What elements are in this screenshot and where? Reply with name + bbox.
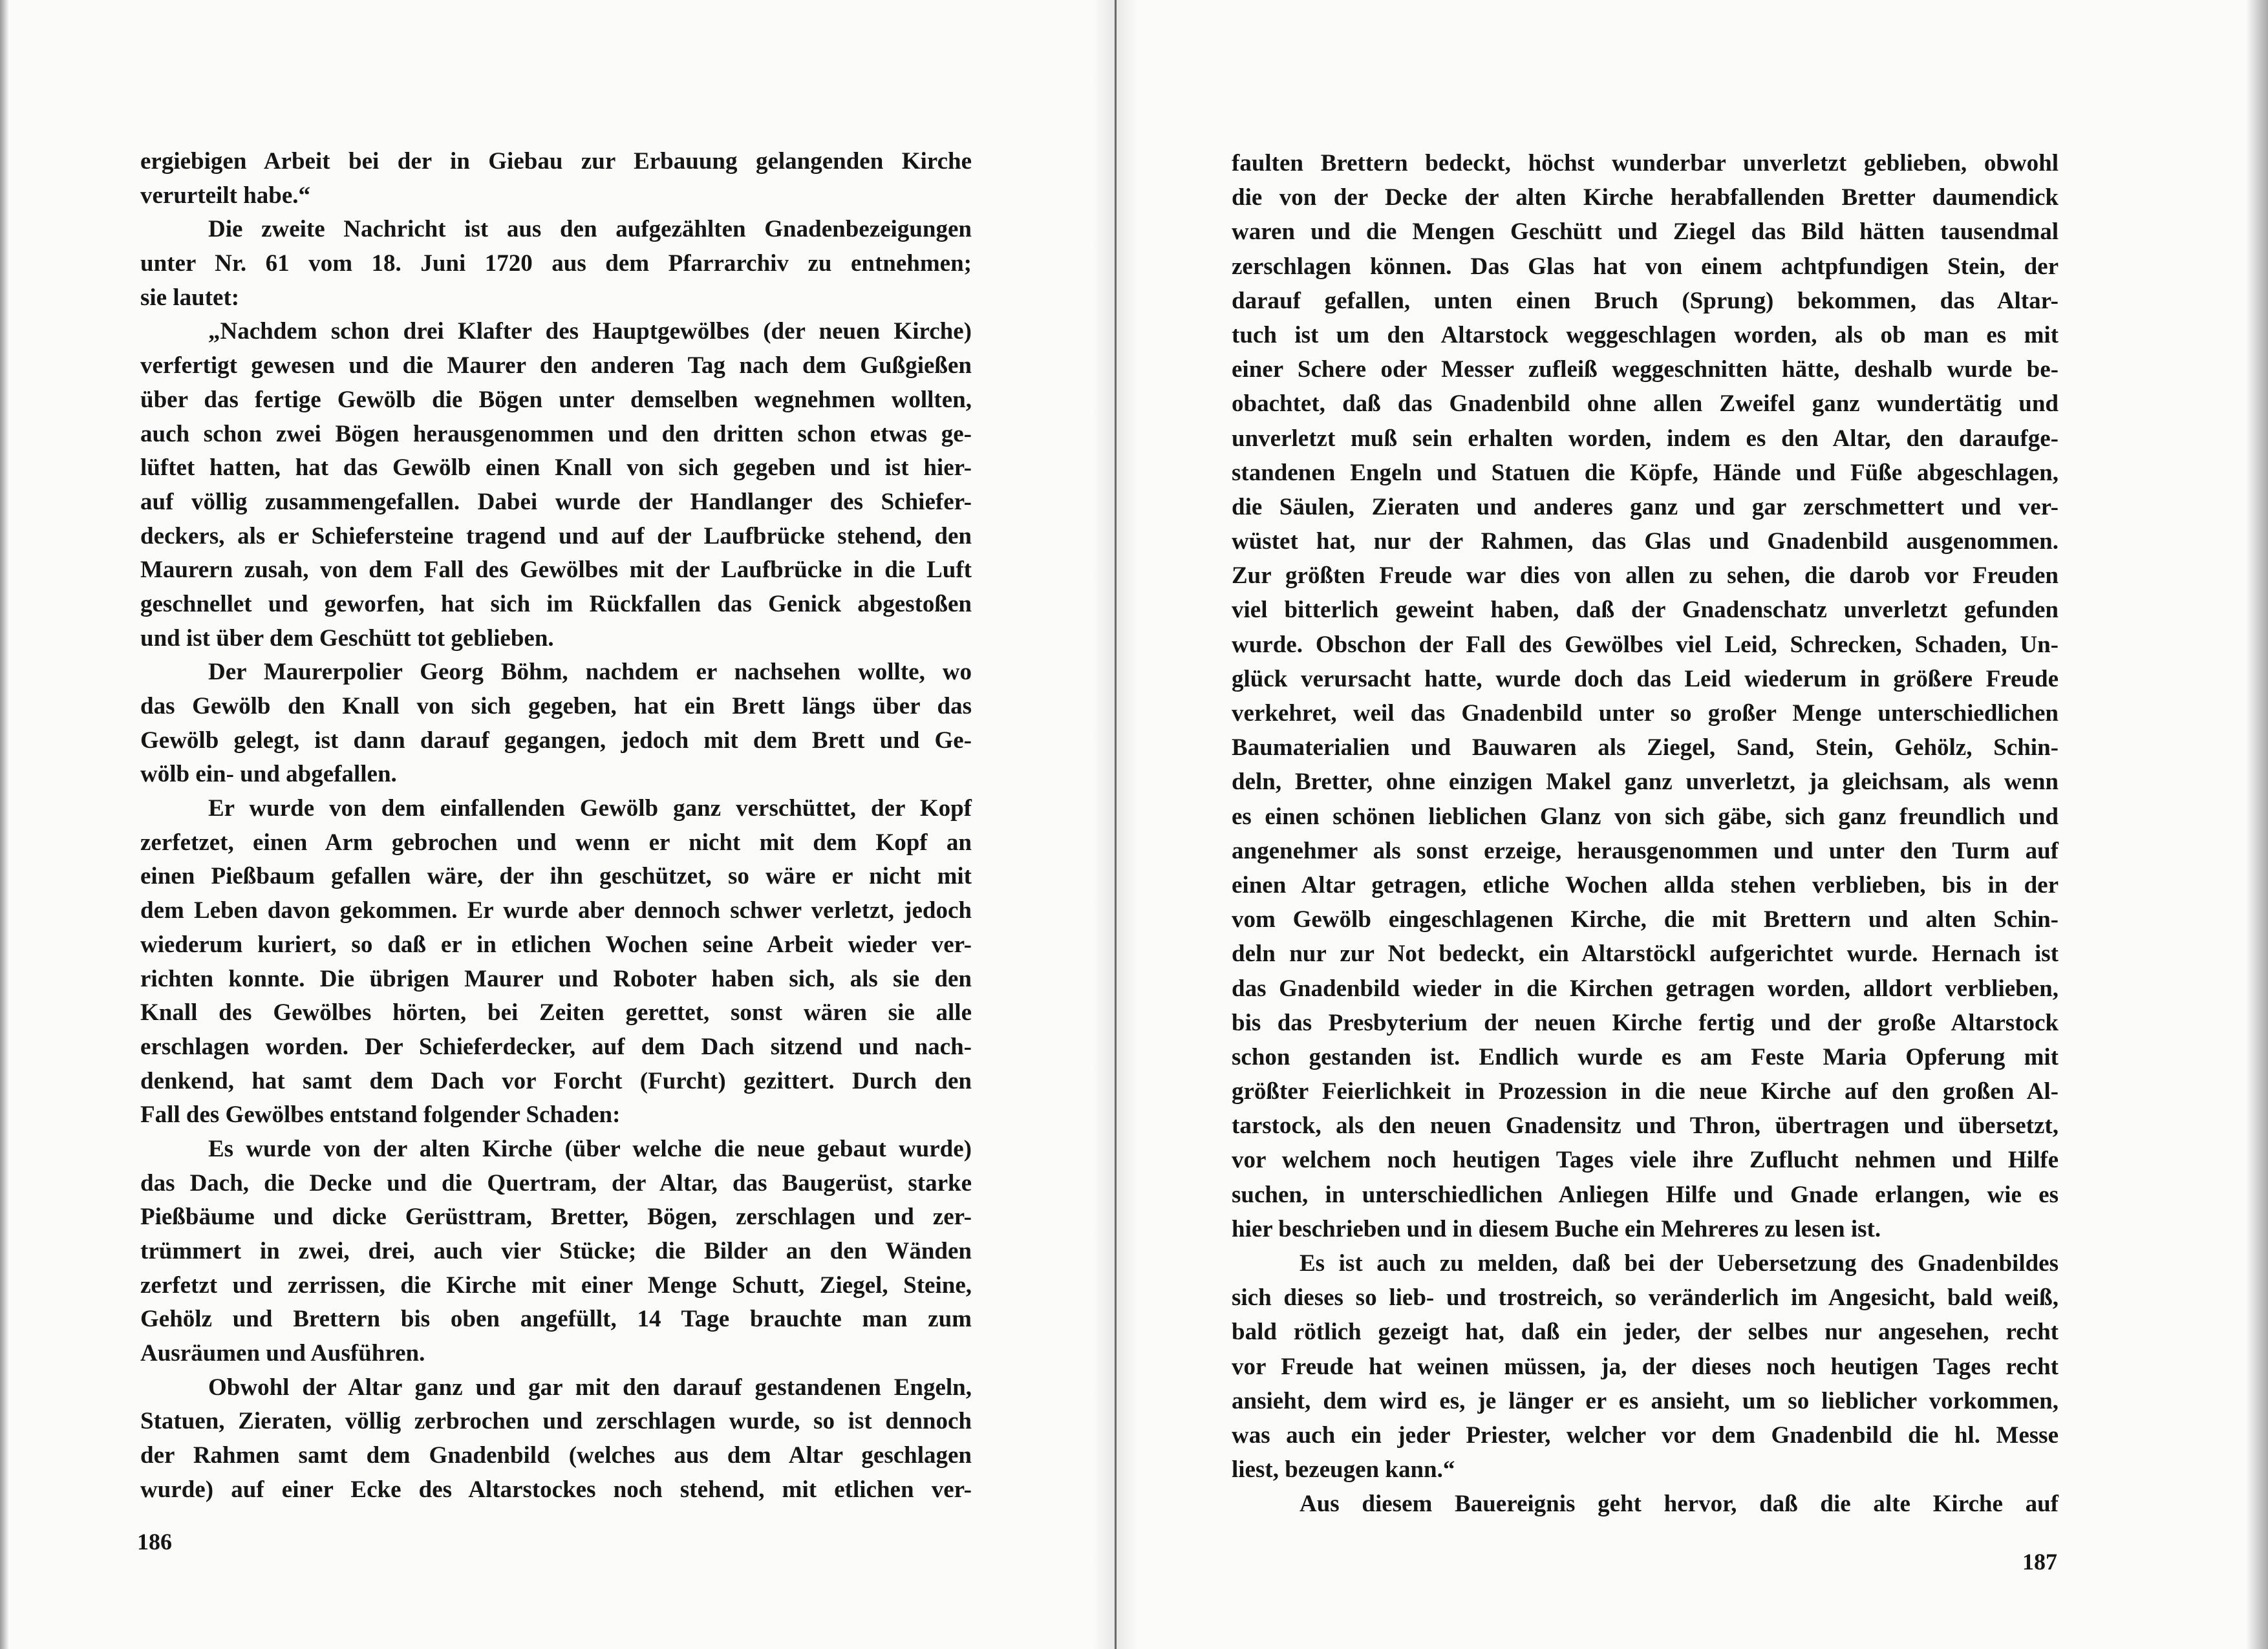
text-line: vor welchem noch heutigen Tages viele ihre Zuflucht nehmen und Hilfe: [1232, 1147, 2059, 1174]
text-line: zerfetzt und zerrissen, die Kirche mit einer Menge Schutt, Ziegel, Steine,: [140, 1271, 972, 1299]
text-line: standenen Engeln und Statuen die Köpfe, Hände und Füße abgeschlagen,: [1232, 459, 2059, 486]
text-line: dem Leben davon gekommen. Er wurde aber dennoch schwer verletzt, jedoch: [140, 897, 972, 924]
text-line: tarstock, als den neuen Gnadensitz und Thron, übertragen und übersetzt,: [1232, 1112, 2059, 1140]
text-line: geschnellet und geworfen, hat sich im Rückfallen das Genick abgestoßen: [140, 590, 972, 617]
text-line: Statuen, Zieraten, völlig zerbrochen und zerschlagen wurde, so ist dennoch: [140, 1408, 972, 1435]
text-line: die Säulen, Zieraten und anderes ganz und gar zerschmettert und ver-: [1232, 493, 2059, 520]
text-line: Es ist auch zu melden, daß bei der Uebersetzung des Gnadenbildes: [1300, 1250, 2059, 1277]
paragraph: [140, 792, 972, 1133]
text-line: vom Gewölb eingeschlagenen Kirche, die mit Brettern und alten Schin-: [1232, 906, 2059, 933]
text-line: viel bitterlich geweint haben, daß der Gnadenschatz unverletzt gefunden: [1232, 597, 2059, 624]
paragraph: [1232, 146, 2059, 1246]
text-line: erschlagen worden. Der Schieferdecker, auf dem Dach sitzend und nach-: [140, 1033, 972, 1060]
page-number-right: 187: [2022, 1549, 2057, 1575]
text-line: größter Feierlichkeit in Prozession in die neue Kirche auf den großen Al-: [1232, 1078, 2059, 1105]
text-line: das Dach, die Decke und die Quertram, der Altar, das Baugerüst, starke: [140, 1169, 972, 1197]
text-line: sich dieses so lieb- und trostreich, so veränderlich im Angesicht, bald weiß,: [1232, 1284, 2059, 1312]
paragraph: [140, 213, 972, 315]
text-line: zerfetzet, einen Arm gebrochen und wenn er nicht mit dem Kopf an: [140, 829, 972, 856]
text-line: der Rahmen samt dem Gnadenbild (welches aus dem Altar geschlagen: [140, 1442, 972, 1469]
text-line: wurde. Obschon der Fall des Gewölbes viel Leid, Schrecken, Schaden, Un-: [1232, 631, 2059, 658]
paragraph: [140, 1371, 972, 1507]
text-line: Gehölz und Brettern bis oben angefüllt, 14 Tage brauchte man zum: [140, 1306, 972, 1333]
text-line: deckers, als er Schiefersteine tragend und auf der Laufbrücke stehend, den: [140, 522, 972, 549]
text-line: und ist über dem Geschütt tot geblieben.: [140, 624, 554, 652]
right-page: [1117, 0, 2268, 1649]
text-line: vor Freude hat weinen müssen, ja, der dieses noch heutigen Tages recht: [1232, 1353, 2059, 1380]
text-line: auch schon zwei Bögen herausgenommen und den dritten schon etwas ge-: [140, 420, 972, 447]
text-line: verkehret, weil das Gnadenbild unter so großer Menge unterschiedlichen: [1232, 700, 2059, 727]
text-line: hier beschrieben und in diesem Buche ein Mehreres zu lesen ist.: [1232, 1215, 1881, 1242]
paragraph: [140, 145, 972, 213]
text-line: das Gnadenbild wieder in die Kirchen getragen worden, alldort verblieben,: [1232, 975, 2059, 1002]
text-line: sie lautet:: [140, 284, 240, 311]
text-line: denkend, hat samt dem Dach vor Forcht (Furcht) gezittert. Durch den: [140, 1067, 972, 1094]
text-line: wiederum kuriert, so daß er in etlichen Wochen seine Arbeit wieder ver-: [140, 931, 972, 958]
text-line: es einen schönen lieblichen Glanz von sich gäbe, sich ganz freundlich und: [1232, 803, 2059, 830]
text-line: suchen, in unterschiedlichen Anliegen Hilfe und Gnade erlangen, wie es: [1232, 1181, 2059, 1208]
right-page-text: [1232, 146, 2059, 1522]
page-number-left: 186: [137, 1529, 172, 1555]
text-line: Der Maurerpolier Georg Böhm, nachdem er nachsehen wollte, wo: [208, 659, 972, 686]
text-line: wurde) auf einer Ecke des Altarstockes noch stehend, mit etlichen ver-: [140, 1476, 972, 1503]
text-line: „Nachdem schon drei Klafter des Hauptgewölbes (der neuen Kirche): [208, 318, 972, 345]
text-line: verurteilt habe.“: [140, 182, 311, 209]
paragraph: [1232, 1487, 2059, 1521]
text-line: Es wurde von der alten Kirche (über welche die neue gebaut wurde): [208, 1135, 972, 1162]
text-line: Gewölb gelegt, ist dann darauf gegangen, jedoch mit dem Brett und Ge-: [140, 727, 972, 754]
paragraph: [1232, 1246, 2059, 1487]
text-line: glück verursacht hatte, wurde doch das Leid wiederum in größere Freude: [1232, 665, 2059, 692]
text-line: über das fertige Gewölb die Bögen unter demselben wegnehmen wollten,: [140, 386, 972, 413]
text-line: Obwohl der Altar ganz und gar mit den darauf gestandenen Engeln,: [208, 1374, 972, 1401]
text-line: bis das Presbyterium der neuen Kirche fertig und der große Altarstock: [1232, 1009, 2059, 1036]
text-line: liest, bezeugen kann.“: [1232, 1456, 1455, 1484]
text-line: zerschlagen können. Das Glas hat von einem achtpfundigen Stein, der: [1232, 253, 2059, 280]
text-line: deln, Bretter, ohne einzigen Makel ganz unverletzt, ja gleichsam, als wenn: [1232, 769, 2059, 796]
text-line: ergiebigen Arbeit bei der in Giebau zur Erbauung gelangenden Kirche: [140, 148, 972, 175]
text-line: darauf gefallen, unten einen Bruch (Sprung) bekommen, das Altar-: [1232, 287, 2059, 314]
text-line: deln nur zur Not bedeckt, ein Altarstöckl aufgerichtet wurde. Hernach ist: [1232, 941, 2059, 968]
text-line: Baumaterialien und Bauwaren als Ziegel, Sand, Stein, Gehölz, Schin-: [1232, 734, 2059, 761]
text-line: einen Altar getragen, etliche Wochen allda stehen verblieben, bis in der: [1232, 871, 2059, 899]
text-line: lüftet hatten, hat das Gewölb einen Knall von sich gegeben und ist hier-: [140, 454, 972, 482]
paragraph: [140, 315, 972, 655]
text-line: Aus diesem Bauereignis geht hervor, daß die alte Kirche auf: [1300, 1491, 2059, 1518]
text-line: schon gestanden ist. Endlich wurde es am Feste Maria Opferung mit: [1232, 1043, 2059, 1070]
paragraph: [140, 655, 972, 792]
left-page-text: [140, 145, 972, 1507]
text-line: wölb ein- und abgefallen.: [140, 761, 397, 788]
text-line: angenehmer als sonst erzeige, herausgenommen und unter den Turm auf: [1232, 837, 2059, 864]
text-line: Maurern zusah, von dem Fall des Gewölbes mit der Laufbrücke in die Luft: [140, 557, 972, 584]
text-line: Pießbäume und dicke Gerüsttram, Bretter, Bögen, zerschlagen und zer-: [140, 1204, 972, 1231]
text-line: Die zweite Nachricht ist aus den aufgezählten Gnadenbezeigungen: [208, 216, 972, 243]
text-line: tuch ist um den Altarstock weggeschlagen worden, als ob man es mit: [1232, 321, 2059, 348]
text-line: bald rötlich gezeigt hat, daß ein jeder, der selbes nur angesehen, recht: [1232, 1319, 2059, 1346]
text-line: einen Pießbaum gefallen wäre, der ihn geschützet, so wäre er nicht mit: [140, 863, 972, 890]
text-line: das Gewölb den Knall von sich gegeben, hat ein Brett längs über das: [140, 693, 972, 719]
text-line: einer Schere oder Messer zufleiß weggeschnitten hätte, deshalb wurde be-: [1232, 356, 2059, 383]
text-line: verfertigt gewesen und die Maurer den anderen Tag nach dem Gußgießen: [140, 352, 972, 379]
text-line: die von der Decke der alten Kirche herabfallenden Bretter daumendick: [1232, 184, 2059, 211]
paragraph: [140, 1133, 972, 1371]
text-line: Zur größten Freude war dies von allen zu sehen, die darob vor Freuden: [1232, 562, 2059, 590]
left-page: [0, 0, 1114, 1649]
text-line: trümmert in zwei, drei, auch vier Stücke; die Bilder an den Wänden: [140, 1238, 972, 1264]
text-line: ansieht, dem wird es, je länger er es ansieht, um so lieblicher vorkommen,: [1232, 1387, 2059, 1414]
text-line: faulten Brettern bedeckt, höchst wunderbar unverletzt geblieben, obwohl: [1232, 150, 2059, 176]
text-line: auf völlig zusammengefallen. Dabei wurde der Handlanger des Schiefer-: [140, 488, 972, 515]
text-line: Fall des Gewölbes entstand folgender Schaden:: [140, 1101, 621, 1129]
text-line: obachtet, daß das Gnadenbild ohne allen Zweifel ganz wundertätig und: [1232, 390, 2059, 418]
text-line: Knall des Gewölbes hörten, bei Zeiten gerettet, sonst wären sie alle: [140, 999, 972, 1027]
text-line: waren und die Mengen Geschütt und Ziegel das Bild hätten tausendmal: [1232, 218, 2059, 246]
text-line: unverletzt muß sein erhalten worden, indem es den Altar, den daraufge-: [1232, 425, 2059, 452]
text-line: unter Nr. 61 vom 18. Juni 1720 aus dem Pfarrarchiv zu entnehmen;: [140, 250, 972, 277]
text-line: richten konnte. Die übrigen Maurer und Roboter haben sich, als sie den: [140, 965, 972, 992]
text-line: wüstet hat, nur der Rahmen, das Glas und Gnadenbild ausgenommen.: [1232, 528, 2059, 555]
text-line: Er wurde von dem einfallenden Gewölb ganz verschüttet, der Kopf: [208, 795, 972, 822]
text-line: Ausräumen und Ausführen.: [140, 1340, 425, 1367]
text-line: was auch ein jeder Priester, welcher vor dem Gnadenbild die hl. Messe: [1232, 1421, 2059, 1449]
